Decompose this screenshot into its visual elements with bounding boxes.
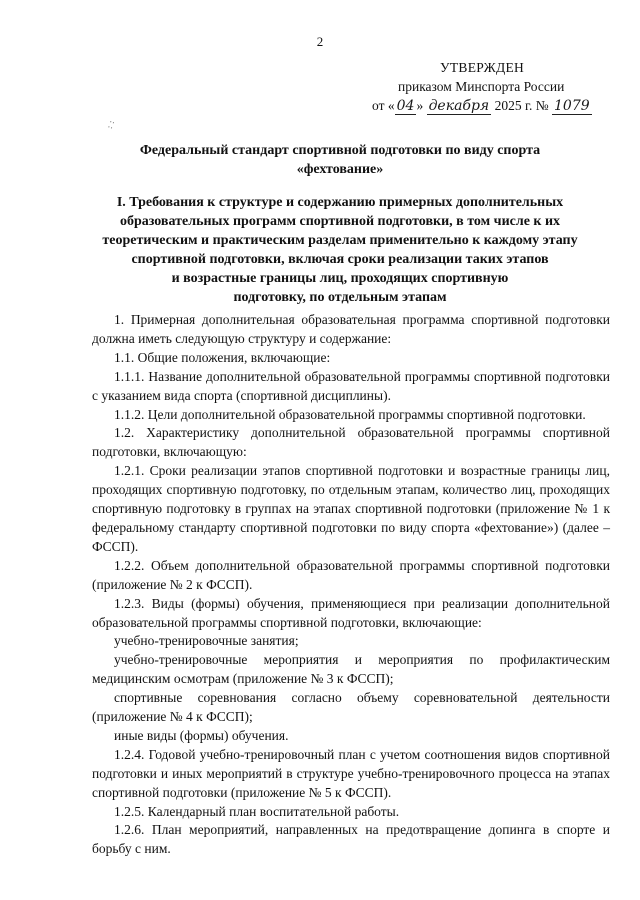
page-number: 2 bbox=[316, 34, 324, 49]
handwritten-day: 04 bbox=[396, 98, 415, 114]
title-line: Федеральный стандарт спортивной подготовки по виду спорта bbox=[139, 143, 541, 158]
section-line: I. Требования к структуре и содержанию примерных дополнительных bbox=[116, 195, 564, 210]
date-mid: » bbox=[416, 98, 424, 113]
date-year: 2025 г. № bbox=[494, 98, 549, 113]
paragraph: 1.2.3. Виды (формы) обучения, применяющиеся при реализации дополнительной образовательной программы спортивной подготовки, включающие: bbox=[92, 595, 610, 630]
paragraph: 1. Примерная дополнительная образовательная программа спортивной подготовки должна иметь следующую структуру и содержание: bbox=[92, 312, 610, 346]
section-line: теоретическим и практическим разделам применительно к каждому этапу bbox=[102, 233, 578, 248]
paragraph: спортивные соревнования согласно объему соревновательной деятельности (приложение № 4 к ФССП); bbox=[92, 690, 610, 725]
paragraph: учебно-тренировочные мероприятия и мероприятия по профилактическим медицинским осмотрам (приложение № 3 к ФССП); bbox=[92, 652, 610, 687]
paragraph: 1.2.6. План мероприятий, направленных на предотвращение допинга в спорте и борьбу с ним. bbox=[92, 822, 610, 857]
date-prefix: от « bbox=[372, 98, 395, 113]
section-line: и возрастные границы лиц, проходящих спортивную bbox=[171, 271, 509, 286]
handwritten-order-number: 1079 bbox=[554, 98, 590, 114]
paragraph: 1.1.1. Название дополнительной образовательной программы спортивной подготовки с указанием вида спорта (спортивной дисциплины). bbox=[92, 368, 610, 403]
section-line: подготовку, по отдельным этапам bbox=[233, 290, 447, 305]
paragraph: 1.2.5. Календарный план воспитательной работы. bbox=[114, 803, 400, 819]
paragraph: 1.2.1. Сроки реализации этапов спортивной подготовки и возрастные границы лиц, проходящих спортивную подготовку, по отдельным этапам, количество лиц, проходящих спортивную подготовку в группах на этапах спортивной подготовки (приложение № 1 к федеральному стандарту спортивной подготовки по виду спорта «фехтование») (далее – ФССП). bbox=[92, 463, 610, 554]
paragraph: 1.1. Общие положения, включающие: bbox=[114, 349, 331, 365]
approval-date-line bbox=[372, 96, 622, 116]
title-line: «фехтование» bbox=[296, 162, 384, 177]
section-line: образовательных программ спортивной подготовки, в том числе к их bbox=[119, 214, 561, 229]
paragraph: 1.2. Характеристику дополнительной образовательной программы спортивной подготовки, включающую: bbox=[92, 425, 610, 460]
approval-title: УТВЕРЖДЕН bbox=[440, 60, 525, 75]
paragraph: 1.1.2. Цели дополнительной образовательной программы спортивной подготовки. bbox=[114, 406, 586, 422]
document-title bbox=[92, 141, 588, 179]
paragraph: 1.2.2. Объем дополнительной образовательной программы спортивной подготовки (приложение № 2 к ФССП). bbox=[92, 557, 610, 592]
section-line: спортивной подготовки, включая сроки реализации таких этапов bbox=[131, 252, 549, 267]
approval-block bbox=[372, 58, 622, 116]
paragraph: иные виды (формы) обучения. bbox=[114, 727, 289, 743]
scan-artifact: ⁚⁚ bbox=[106, 119, 116, 131]
document-body bbox=[92, 311, 610, 859]
paragraph: 1.2.4. Годовой учебно-тренировочный план с учетом соотношения видов спортивной подготовки и иных мероприятий в структуре учебно-тренировочного процесса на этапах спортивной подготовки (приложение № 5 к ФССП). bbox=[92, 746, 610, 800]
paragraph: учебно-тренировочные занятия; bbox=[114, 633, 299, 649]
section-heading bbox=[92, 193, 588, 307]
handwritten-month: декабря bbox=[428, 98, 490, 114]
approval-order: приказом Минспорта России bbox=[398, 79, 565, 94]
